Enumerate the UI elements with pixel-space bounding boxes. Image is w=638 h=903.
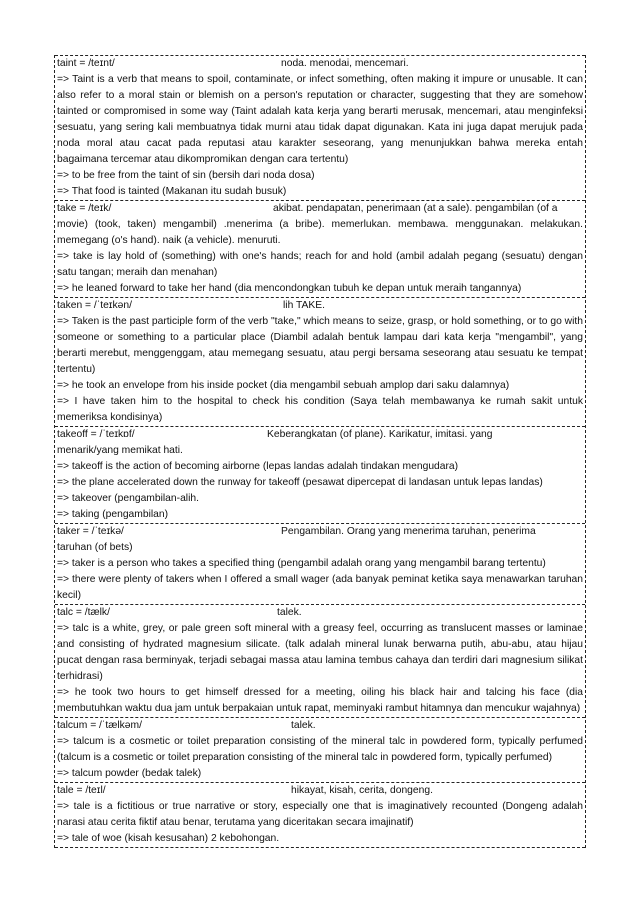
example-line: => he leaned forward to take her hand (dia mencondongkan tubuh ke depan untuk meraih tangannya) [57, 283, 522, 294]
example-line: => he took two hours to get himself dressed for a meeting, oiling his black hair and talcing his face (dia membutuhkan waktu dua jam untuk berpakaian untuk rapat, meminyaki rambut hitamnya dan mencukur wajahnya) [57, 687, 583, 714]
dictionary-page [54, 55, 586, 848]
example-line: => takeover (pengambilan-alih. [57, 493, 199, 504]
entry-take [55, 200, 585, 297]
gloss: lih TAKE. [283, 300, 325, 311]
entry-header [57, 718, 583, 734]
gloss: hikayat, kisah, cerita, dongeng. [291, 785, 433, 796]
definition-line: => Taken is the past participle form of the verb "take," which means to seize, grasp, or hold something, or to go with someone or something to a particular place (Diambil adalah bentuk lampau dari kata kerja "mengambil", yang berarti merebut, menggenggam, atau memegang sesuatu, atau pergi bersama seseorang atau sesuatu ke tempat tertentu) [57, 316, 583, 375]
gloss-continuation: movie) (took, taken) mengambil) .menerima (a bribe). memerlukan. membawa. menggunakan. melakukan. memegang (o's hand). naik (a vehicle). menuruti. [57, 219, 583, 246]
definition-line: => tale is a fictitious or true narrative or story, especially one that is imaginatively recounted (Dongeng adalah narasi atau cerita fiktif atau benar, terutama yang diceritakan secara imajinatif) [57, 801, 583, 828]
headword: take = /teɪk/ [57, 203, 112, 214]
entry-header [57, 524, 583, 540]
entry-tale [55, 782, 585, 848]
gloss: talek. [291, 720, 316, 731]
definition-line: => taker is a person who takes a specified thing (pengambil adalah orang yang mengambil barang tertentu) [57, 558, 546, 569]
headword: tale = /teɪl/ [57, 785, 106, 796]
example-line: => I have taken him to the hospital to check his condition (Saya telah membawanya ke rumah sakit untuk memeriksa kondisinya) [57, 396, 583, 423]
example-line: => he took an envelope from his inside pocket (dia mengambil sebuah amplop dari saku dalamnya) [57, 380, 510, 391]
definition-line: => talcum is a cosmetic or toilet preparation consisting of the mineral talc in powdered form, typically perfumed (talcum is a cosmetic or toilet preparation consisting of the mineral talc in powdered form, typically perfumed) [57, 736, 583, 763]
definition-line: => Taint is a verb that means to spoil, contaminate, or infect something, often making it impure or unusable. It can also refer to a moral stain or blemish on a person's reputation or character, suggesting that they are somehow tainted or compromised in some way (Taint adalah kata kerja yang berarti merusak, mencemari, atau menginfeksi sesuatu, yang sering kali membuatnya tidak murni atau tidak dapat digunakan. Kata ini juga dapat merujuk pada noda moral atau cacat pada reputasi atau karakter seseorang, yang menunjukkan bahwa mereka entah bagaimana tercemar atau dikompromikan dengan cara tertentu) [57, 74, 583, 165]
entry-taken [55, 297, 585, 426]
headword: takeoff = /ˈteɪkɒf/ [57, 429, 135, 440]
entry-header [57, 605, 583, 621]
entry-header [57, 201, 583, 217]
gloss: akibat. pendapatan, penerimaan (at a sale). pengambilan (of a [273, 203, 558, 214]
entry-header [57, 56, 583, 72]
gloss-continuation: taruhan (of bets) [57, 542, 133, 553]
entry-header [57, 427, 583, 443]
example-line: => taking (pengambilan) [57, 509, 169, 520]
gloss: Keberangkatan (of plane). Karikatur, imitasi. yang [267, 429, 493, 440]
entry-taint [55, 55, 585, 200]
definition-line: => take is lay hold of (something) with one's hands; reach for and hold (ambil adalah pegang (sesuatu) dengan satu tangan; meraih dan menahan) [57, 251, 583, 278]
gloss: Pengambilan. Orang yang menerima taruhan, penerima [281, 526, 536, 537]
example-line: => to be free from the taint of sin (bersih dari noda dosa) [57, 170, 315, 181]
definition-line: => takeoff is the action of becoming airborne (lepas landas adalah tindakan mengudara) [57, 461, 459, 472]
example-line: => talcum powder (bedak talek) [57, 768, 202, 779]
headword: talc = /tælk/ [57, 607, 110, 618]
headword: talcum = /ˈtælkəm/ [57, 720, 142, 731]
gloss: talek. [277, 607, 302, 618]
example-line: => there were plenty of takers when I offered a small wager (ada banyak peminat ketika saya menawarkan taruhan kecil) [57, 574, 583, 601]
entry-talc [55, 604, 585, 717]
entry-header [57, 783, 583, 799]
gloss-continuation: menarik/yang memikat hati. [57, 445, 183, 456]
gloss: noda. menodai, mencemari. [281, 58, 409, 69]
example-line: => the plane accelerated down the runway for takeoff (pesawat dipercepat di landasan untuk lepas landas) [57, 477, 543, 488]
entry-taker [55, 523, 585, 604]
headword: taker = /ˈteɪkə/ [57, 526, 124, 537]
example-line: => That food is tainted (Makanan itu sudah busuk) [57, 186, 287, 197]
headword: taint = /teɪnt/ [57, 58, 115, 69]
entry-header [57, 298, 583, 314]
definition-line: => talc is a white, grey, or pale green soft mineral with a greasy feel, occurring as translucent masses or laminae and consisting of hydrated magnesium silicate. (talk adalah mineral lunak berwarna putih, abu-abu, atau hijau pucat dengan rasa berminyak, terjadi sebagai massa atau lamina tembus cahaya dan terdiri dari magnesium silikat terhidrasi) [57, 623, 583, 682]
example-line: => tale of woe (kisah kesusahan) 2 kebohongan. [57, 833, 280, 844]
headword: taken = /ˈteɪkən/ [57, 300, 132, 311]
entry-talcum [55, 717, 585, 782]
entry-takeoff [55, 426, 585, 523]
